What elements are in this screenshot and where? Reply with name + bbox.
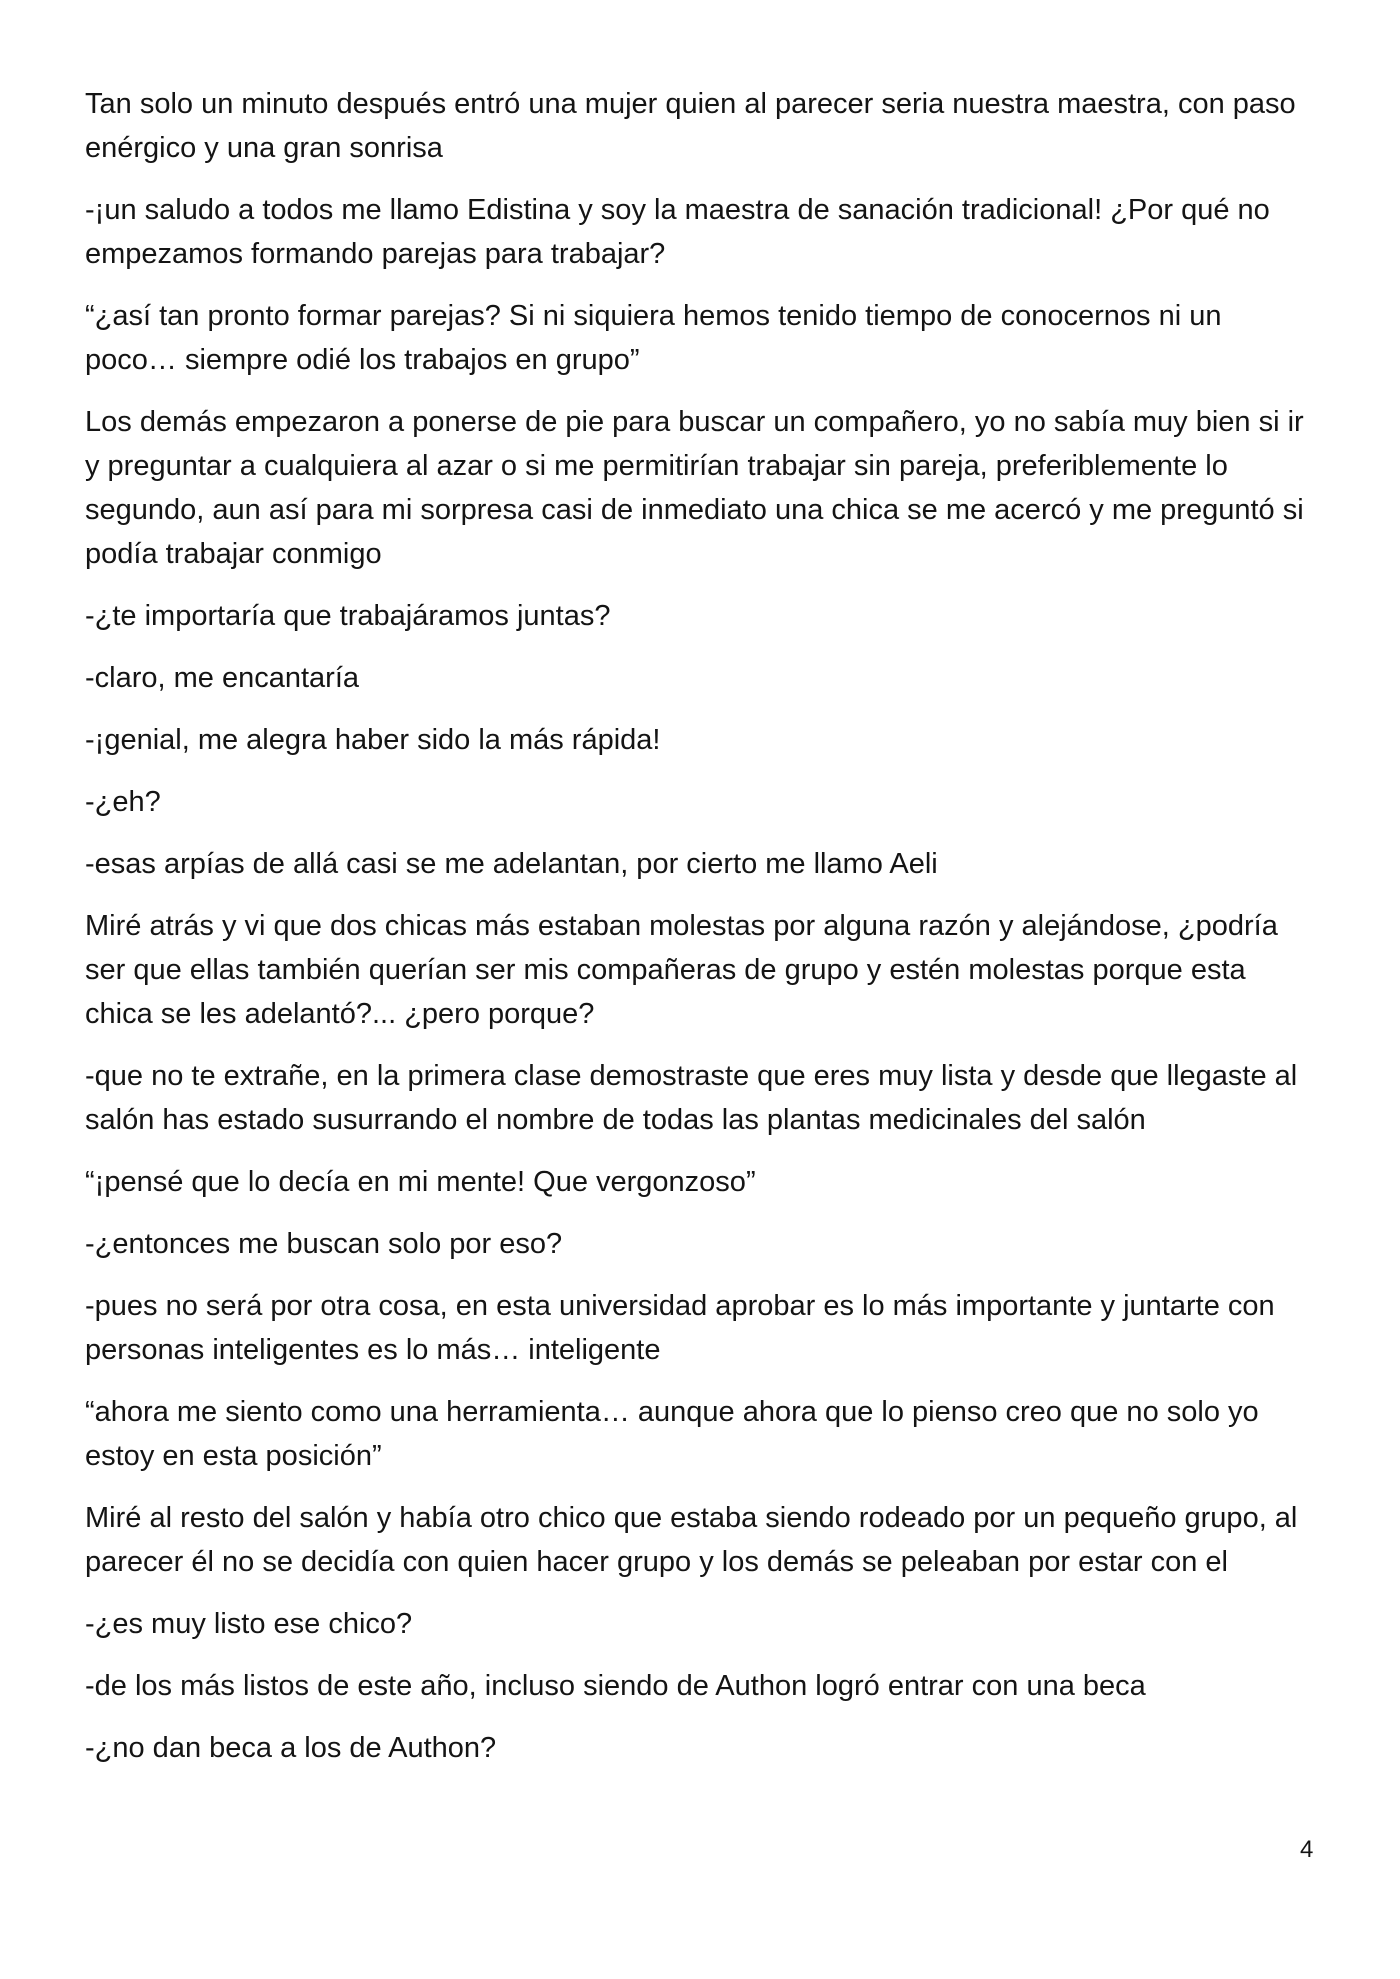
- paragraph: -que no te extrañe, en la primera clase demostraste que eres muy lista y desde que llegaste al salón has estado susurrando el nombre de todas las plantas medicinales del salón: [85, 1060, 1298, 1136]
- paragraph: -claro, me encantaría: [85, 662, 360, 694]
- document-body: [85, 82, 1315, 1788]
- paragraph: Tan solo un minuto después entró una mujer quien al parecer seria nuestra maestra, con paso enérgico y una gran sonrisa: [85, 88, 1296, 164]
- paragraph: Miré al resto del salón y había otro chico que estaba siendo rodeado por un pequeño grupo, al parecer él no se decidía con quien hacer grupo y los demás se peleaban por estar con el: [85, 1502, 1298, 1578]
- paragraph: “ahora me siento como una herramienta… aunque ahora que lo pienso creo que no solo yo estoy en esta posición”: [85, 1396, 1259, 1472]
- paragraph: -¿es muy listo ese chico?: [85, 1608, 413, 1640]
- paragraph: -de los más listos de este año, incluso siendo de Authon logró entrar con una beca: [85, 1670, 1146, 1702]
- paragraph: -¿entonces me buscan solo por eso?: [85, 1228, 563, 1260]
- paragraph: Los demás empezaron a ponerse de pie para buscar un compañero, yo no sabía muy bien si ir y preguntar a cualquiera al azar o si me permitirían trabajar sin pareja, preferiblemente lo segundo, aun así para mi sorpresa casi de inmediato una chica se me acercó y me preguntó si podía trabajar conmigo: [85, 406, 1304, 570]
- paragraph: “¡pensé que lo decía en mi mente! Que vergonzoso”: [85, 1166, 756, 1198]
- paragraph: Miré atrás y vi que dos chicas más estaban molestas por alguna razón y alejándose, ¿podría ser que ellas también querían ser mis compañeras de grupo y estén molestas porque esta chica se les adelantó?... ¿pero porque?: [85, 910, 1278, 1030]
- paragraph: -¿te importaría que trabajáramos juntas?: [85, 600, 611, 632]
- paragraph: -pues no será por otra cosa, en esta universidad aprobar es lo más importante y juntarte con personas inteligentes es lo más… inteligente: [85, 1290, 1275, 1366]
- page-number: 4: [1300, 1836, 1314, 1863]
- paragraph: -esas arpías de allá casi se me adelantan, por cierto me llamo Aeli: [85, 848, 938, 880]
- paragraph: “¿así tan pronto formar parejas? Si ni siquiera hemos tenido tiempo de conocernos ni un poco… siempre odié los trabajos en grupo”: [85, 300, 1222, 376]
- paragraph: -¿no dan beca a los de Authon?: [85, 1732, 497, 1764]
- paragraph: -¡genial, me alegra haber sido la más rápida!: [85, 724, 661, 756]
- paragraph: -¡un saludo a todos me llamo Edistina y soy la maestra de sanación tradicional! ¿Por qué no empezamos formando parejas para trabajar?: [85, 194, 1270, 270]
- paragraph: -¿eh?: [85, 786, 161, 818]
